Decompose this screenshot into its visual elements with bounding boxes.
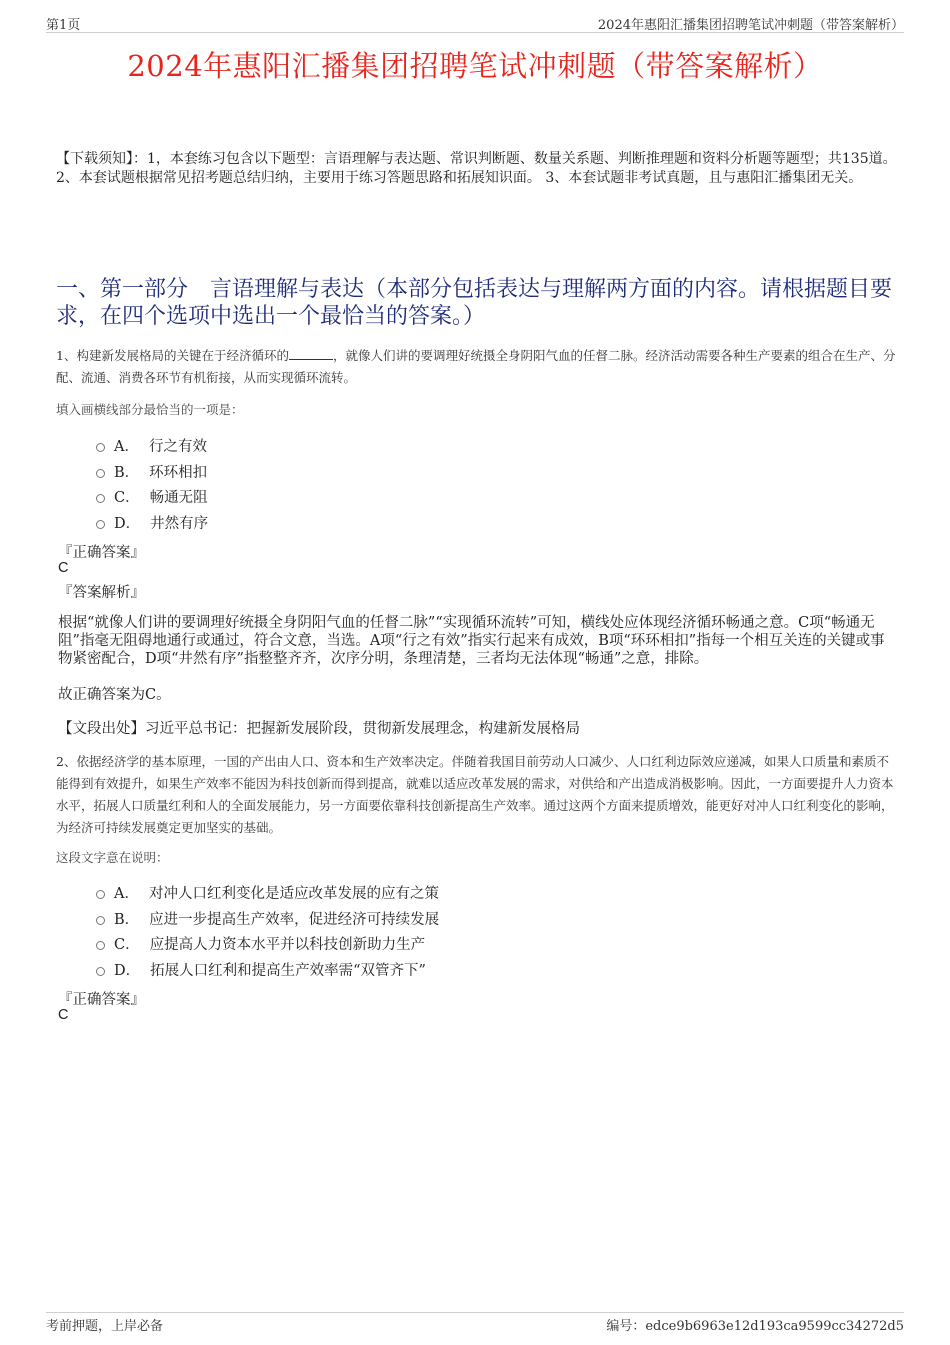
option-c[interactable]: C． 应提高人力资本水平并以科技创新助力生产: [96, 931, 439, 957]
option-d[interactable]: D． 井然有序: [96, 510, 208, 536]
page-header: [46, 14, 904, 33]
question-2-stem: 2、依据经济学的基本原理，一国的产出由人口、资本和生产效率决定。伴随着我国目前劳动人口减少、人口红利边际效应递减，如果人口质量和素质不能得到有效提升，如果生产效率不能因为科技创新而得到提高，就难以适应改革发展的需求，对供给和产出造成消极影响。因此，一方面要提升人力资本水平，拓展人口质量红利和人的全面发展能力，另一方面要依靠科技创新提高生产效率。通过这两个方面来提质增效，能更好对冲人口红利变化的影响，为经济可持续发展奠定更加坚实的基础。: [56, 754, 894, 835]
correct-answer: C: [58, 560, 69, 576]
radio-icon[interactable]: [96, 941, 105, 950]
question-1-options: [96, 433, 208, 535]
option-c[interactable]: C． 畅通无阻: [96, 484, 208, 510]
option-b[interactable]: B． 环环相扣: [96, 459, 208, 485]
option-d[interactable]: D． 拓展人口红利和提高生产效率需“双管齐下”: [96, 957, 439, 983]
radio-icon[interactable]: [96, 443, 105, 452]
option-a[interactable]: A． 行之有效: [96, 433, 208, 459]
document-title: 2024年惠阳汇播集团招聘笔试冲刺题（带答案解析）: [127, 49, 823, 83]
option-a[interactable]: A． 对冲人口红利变化是适应改革发展的应有之策: [96, 880, 439, 906]
document-id: 编号：edce9b6963e12d193ca9599cc34272d5: [606, 1319, 904, 1334]
question-1-stem: 1、构建新发展格局的关键在于经济循环的 ，就像人们讲的要调理好统摄全身阴阳气血的任督二脉。经济活动需要各种生产要素的组合在生产、分配、流通、消费各环节有机衔接，从而实现循环流转。: [56, 348, 896, 385]
analysis-label: 『答案解析』: [58, 585, 145, 601]
page-footer: [46, 1312, 904, 1334]
footer-slogan: 考前押题，上岸必备: [46, 1319, 164, 1334]
option-b[interactable]: B． 应进一步提高生产效率，促进经济可持续发展: [96, 906, 439, 932]
radio-icon[interactable]: [96, 469, 105, 478]
radio-icon[interactable]: [96, 494, 105, 503]
section-title: 一、第一部分 言语理解与表达（本部分包括表达与理解两方面的内容。请根据题目要求，在四个选项中选出一个最恰当的答案。）: [56, 277, 893, 329]
radio-icon[interactable]: [96, 916, 105, 925]
page-number: 第1页: [46, 18, 81, 33]
answer-label: 『正确答案』: [58, 992, 145, 1008]
radio-icon[interactable]: [96, 520, 105, 529]
correct-answer: C: [58, 1007, 69, 1023]
header-doc-title: 2024年惠阳汇播集团招聘笔试冲刺题（带答案解析）: [597, 18, 904, 33]
question-2-prompt: 这段文字意在说明：: [56, 850, 169, 865]
text-source: 【文段出处】习近平总书记：把握新发展阶段，贯彻新发展理念，构建新发展格局: [58, 721, 580, 737]
answer-label: 『正确答案』: [58, 545, 145, 561]
answer-analysis: 根据“就像人们讲的要调理好统摄全身阴阳气血的任督二脉”“实现循环流转”可知，横线处应体现经济循环畅通之意。C项“畅通无阻”指毫无阻碍地通行或通过，符合文意，当选。A项“行之有效”指实行起来有成效，B项“环环相扣”指每一个相互关连的关键或事物紧密配合，D项“井然有序”指整整齐齐，次序分明，条理清楚，三者均无法体现“畅通”之意，排除。: [58, 615, 885, 667]
question-2-options: [96, 880, 439, 982]
radio-icon[interactable]: [96, 967, 105, 976]
question-1-prompt: 填入画横线部分最恰当的一项是：: [56, 402, 244, 417]
radio-icon[interactable]: [96, 890, 105, 899]
download-notice: 【下载须知】：1，本套练习包含以下题型：言语理解与表达题、常识判断题、数量关系题、判断推理题和资料分析题等题型；共135道。 2、本套试题根据常见招考题总结归纳，主要用于练习答题思路和拓展知识面。 3、本套试题非考试真题，且与惠阳汇播集团无关。: [56, 151, 897, 186]
fill-blank: [289, 348, 333, 360]
answer-conclusion: 故正确答案为C。: [58, 687, 171, 703]
